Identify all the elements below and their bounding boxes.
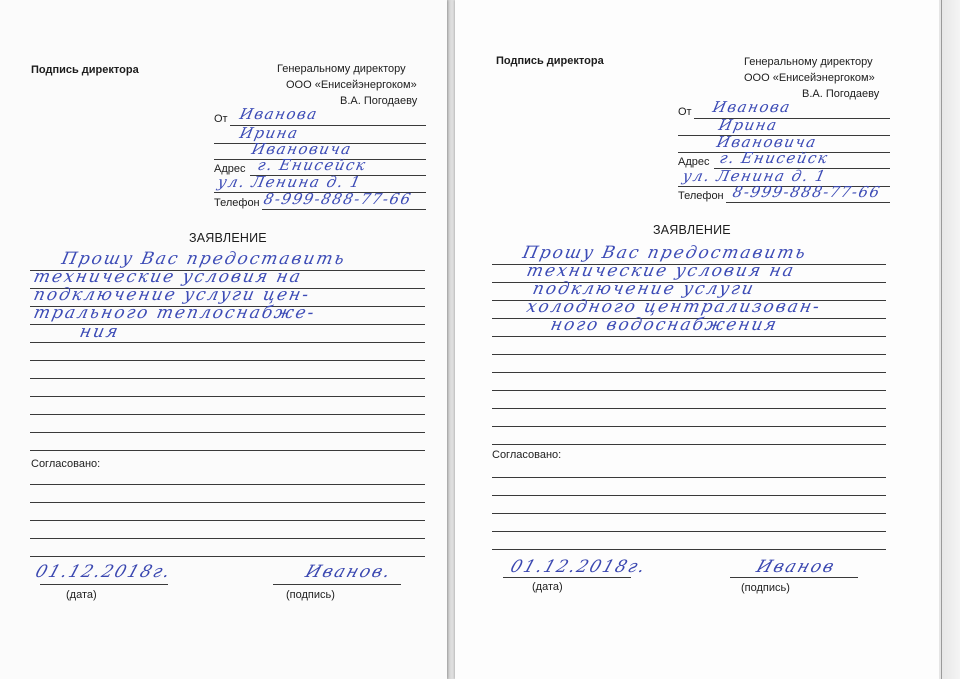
body-line-11 — [492, 444, 886, 445]
body-line-5 — [30, 342, 425, 343]
handwritten-signature: Иванов. — [302, 562, 395, 582]
director-signature-label: Подпись директора — [496, 55, 604, 67]
handwritten-body-line-5: ния — [77, 322, 122, 342]
handwritten-city: г. Енисейск — [718, 149, 831, 167]
agreed-line-1 — [492, 477, 886, 478]
date-caption: (дата) — [66, 589, 97, 601]
body-line-9 — [492, 408, 886, 409]
body-line-6 — [30, 360, 425, 361]
addressee-line-2: ООО «Енисейэнергоком» — [744, 72, 875, 84]
phone-label: Телефон — [678, 190, 724, 202]
agreed-line-1 — [30, 484, 425, 485]
phone-line — [262, 209, 426, 210]
handwritten-date: 01.12.2018г. — [507, 557, 650, 577]
body-line-7 — [30, 378, 425, 379]
address-label: Адрес — [678, 156, 710, 168]
application-sheet-right — [455, 0, 939, 679]
signature-line — [273, 584, 401, 585]
handwritten-body-line-3: подключение услуги цен- — [31, 285, 313, 305]
handwritten-body-line-1: Прошу Вас предоставить — [59, 249, 348, 269]
handwritten-phone: 8-999-888-77-66 — [262, 190, 414, 208]
from-label: От — [214, 113, 228, 125]
agreed-label: Согласовано: — [492, 449, 562, 461]
body-line-10 — [492, 426, 886, 427]
document-title: ЗАЯВЛЕНИЕ — [653, 223, 731, 237]
body-line-8 — [492, 390, 886, 391]
signature-caption: (подпись) — [286, 589, 335, 601]
handwritten-phone: 8-999-888-77-66 — [731, 183, 883, 201]
agreed-line-5 — [30, 556, 425, 557]
handwritten-body-line-3: подключение услуги — [530, 279, 757, 299]
date-line — [40, 584, 168, 585]
body-line-11 — [30, 450, 425, 451]
handwritten-body-line-2: технические условия на — [524, 261, 798, 281]
phone-label: Телефон — [214, 197, 260, 209]
body-line-9 — [30, 414, 425, 415]
next-sheet-edge — [939, 0, 960, 679]
addressee-line-2: ООО «Енисейэнергоком» — [286, 79, 417, 91]
handwritten-body-line-4: трального теплоснабже- — [31, 303, 318, 323]
date-line — [503, 577, 631, 578]
phone-line — [726, 202, 890, 203]
handwritten-patronymic: Ивановича — [250, 140, 354, 158]
handwritten-city: г. Енисейск — [256, 156, 369, 174]
handwritten-signature: Иванов — [753, 557, 839, 577]
addressee-line-3: В.А. Погодаеву — [802, 88, 880, 100]
agreed-line-4 — [492, 531, 886, 532]
body-line-5 — [492, 336, 886, 337]
handwritten-surname: Иванова — [711, 98, 793, 116]
handwritten-street: ул. Ленина д. 1 — [681, 167, 829, 185]
date-caption: (дата) — [532, 581, 563, 593]
body-line-10 — [30, 432, 425, 433]
signature-caption: (подпись) — [741, 582, 790, 594]
handwritten-date: 01.12.2018г. — [32, 562, 175, 582]
handwritten-name: Ирина — [238, 124, 301, 142]
agreed-line-2 — [492, 495, 886, 496]
handwritten-surname: Иванова — [238, 105, 320, 123]
handwritten-body-line-1: Прошу Вас предоставить — [520, 243, 809, 263]
application-sheet-left — [0, 0, 447, 679]
handwritten-body-line-4: холодного централизован- — [524, 297, 823, 317]
handwritten-patronymic: Ивановича — [715, 133, 819, 151]
handwritten-street: ул. Ленина д. 1 — [216, 173, 364, 191]
addressee-line-1: Генеральному директору — [277, 63, 406, 75]
page-gap-shadow — [447, 0, 455, 679]
addressee-line-1: Генеральному директору — [744, 56, 873, 68]
agreed-line-3 — [30, 520, 425, 521]
agreed-label: Согласовано: — [31, 458, 101, 470]
from-label: От — [678, 106, 692, 118]
signature-line — [730, 577, 858, 578]
handwritten-name: Ирина — [717, 116, 780, 134]
body-line-7 — [492, 372, 886, 373]
agreed-line-4 — [30, 538, 425, 539]
agreed-line-5 — [492, 549, 886, 550]
address-label: Адрес — [214, 163, 246, 175]
body-line-6 — [492, 354, 886, 355]
agreed-line-2 — [30, 502, 425, 503]
agreed-line-3 — [492, 513, 886, 514]
addressee-line-3: В.А. Погодаеву — [340, 95, 418, 107]
handwritten-body-line-5: ного водоснабжения — [548, 315, 780, 335]
director-signature-label: Подпись директора — [31, 64, 139, 76]
body-line-8 — [30, 396, 425, 397]
document-title: ЗАЯВЛЕНИЕ — [189, 231, 267, 245]
handwritten-body-line-2: технические условия на — [31, 267, 305, 287]
